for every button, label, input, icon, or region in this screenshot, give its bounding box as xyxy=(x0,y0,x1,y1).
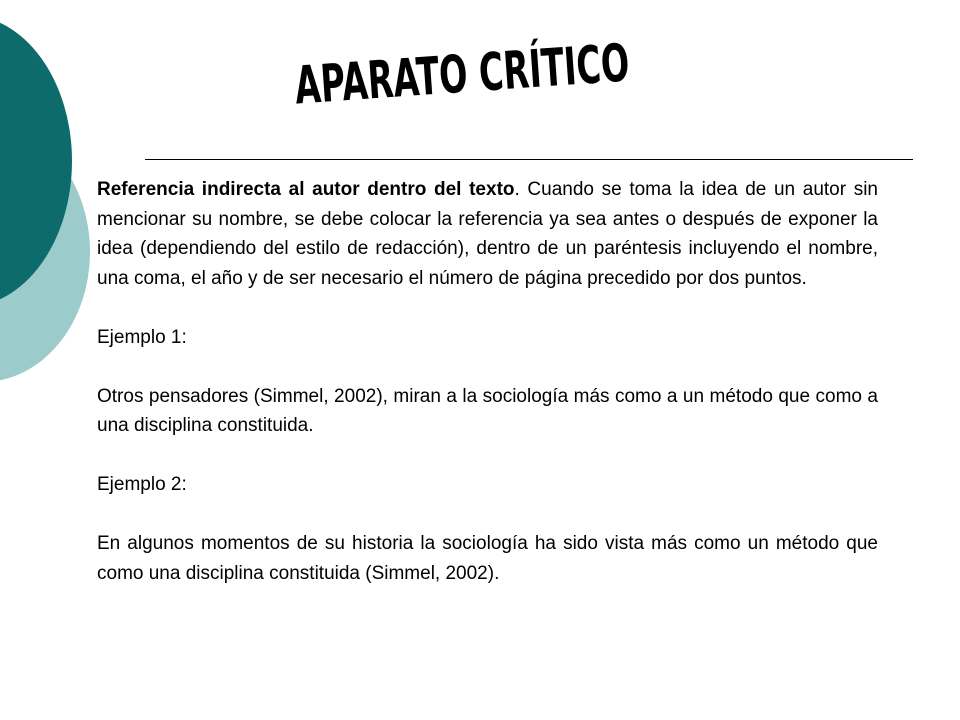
example-2-label: Ejemplo 2: xyxy=(97,474,187,495)
slide-body xyxy=(97,175,878,618)
intro-paragraph xyxy=(97,175,878,293)
example-2-text: En algunos momentos de su historia la sociología ha sido vista más como un método que como una disciplina constituida (Simmel, 2002). xyxy=(97,533,878,584)
title-divider xyxy=(145,159,913,160)
example-1-text: Otros pensadores (Simmel, 2002), miran a la sociología más como a un método que como a una disciplina constituida. xyxy=(97,385,878,436)
example-1-label: Ejemplo 1: xyxy=(97,326,187,348)
slide-title xyxy=(290,20,819,117)
intro-lead: Referencia indirecta al autor dentro del texto xyxy=(97,179,515,200)
title-text: APARATO CRÍTICO xyxy=(292,20,819,117)
intro-text: . Cuando se toma la idea de un autor sin mencionar su nombre, se debe colocar la referencia ya sea antes o después de exponer la idea (dependiendo del estilo de redacción), dentro de un paréntesis incluyendo el nombre, una coma, el año y de ser necesario el número de página precedido por dos puntos. xyxy=(97,179,878,289)
